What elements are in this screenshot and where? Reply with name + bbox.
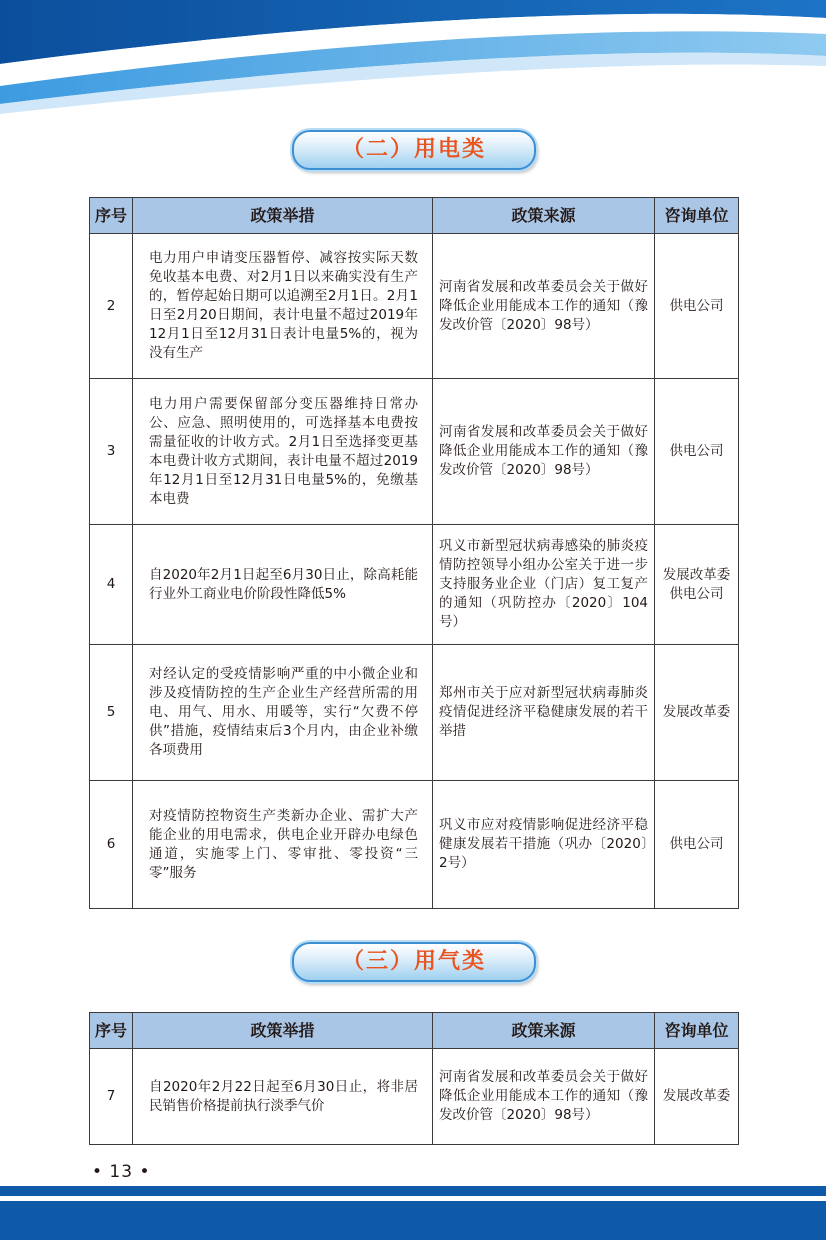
row-measure: 对疫情防控物资生产类新办企业、需扩大产能企业的用电需求，供电企业开辟办电绿色通道，实施零上门、零审批、零投资“三零”服务 — [133, 781, 433, 909]
header-measure: 政策举措 — [133, 1013, 433, 1049]
row-measure: 自2020年2月22日起至6月30日止，将非居民销售价格提前执行淡季气价 — [133, 1049, 433, 1145]
unit-name: 发展改革委 — [662, 566, 731, 583]
row-measure: 电力用户需要保留部分变压器维持日常办公、应急、照明使用的，可选择基本电费按需量征收的计收方式。2月1日至选择变更基本电费计收方式期间，表计电量不超过2019年12月1日至12月31日电量5%的，免缴基本电费 — [133, 379, 433, 525]
header-num: 序号 — [90, 1013, 133, 1049]
row-unit — [655, 1049, 739, 1145]
unit-name: 供电公司 — [669, 297, 724, 314]
row-num: 7 — [90, 1049, 133, 1145]
row-source: 巩义市新型冠状病毒感染的肺炎疫情防控领导小组办公室关于进一步支持服务业企业（门店）复工复产的通知（巩防控办〔2020〕104号） — [433, 525, 655, 645]
unit-name: 供电公司 — [669, 585, 724, 602]
unit-name: 发展改革委 — [662, 704, 731, 720]
row-source: 郑州市关于应对新型冠状病毒肺炎疫情促进经济平稳健康发展的若干举措 — [433, 645, 655, 781]
row-source: 河南省发展和改革委员会关于做好降低企业用能成本工作的通知（豫发改价管〔2020〕98号） — [433, 234, 655, 379]
section-title-electric: （二）用电类 — [292, 130, 536, 170]
header-source: 政策来源 — [433, 1013, 655, 1049]
row-source: 巩义市应对疫情影响促进经济平稳健康发展若干措施（巩办〔2020〕2号） — [433, 781, 655, 909]
row-num: 3 — [90, 379, 133, 525]
table-row — [90, 234, 739, 379]
row-unit — [655, 525, 739, 645]
table-row — [90, 781, 739, 909]
top-wave-decoration — [0, 0, 826, 120]
electric-policy-table — [89, 197, 739, 909]
table-row — [90, 379, 739, 525]
table-row — [90, 1049, 739, 1145]
row-measure: 对经认定的受疫情影响严重的中小微企业和涉及疫情防控的生产企业生产经营所需的用电、用气、用水、用暖等，实行“欠费不停供”措施，疫情结束后3个月内，由企业补缴各项费用 — [133, 645, 433, 781]
row-measure: 电力用户申请变压器暂停、减容按实际天数免收基本电费、对2月1日以来确实没有生产的，暂停起始日期可以追溯至2月1日。2月1日至2月20日期间，表计电量不超过2019年12月1日至12月31日表计电量5%的，视为没有生产 — [133, 234, 433, 379]
row-unit — [655, 781, 739, 909]
row-num: 2 — [90, 234, 133, 379]
header-unit: 咨询单位 — [655, 1013, 739, 1049]
row-num: 6 — [90, 781, 133, 909]
row-unit — [655, 379, 739, 525]
unit-name: 发展改革委 — [662, 1088, 731, 1104]
unit-name: 供电公司 — [669, 443, 724, 459]
header-source: 政策来源 — [433, 198, 655, 234]
row-num: 5 — [90, 645, 133, 781]
table-header-row — [90, 1013, 739, 1049]
row-source: 河南省发展和改革委员会关于做好降低企业用能成本工作的通知（豫发改价管〔2020〕98号） — [433, 1049, 655, 1145]
row-measure: 自2020年2月1日起至6月30日止，除高耗能行业外工商业电价阶段性降低5% — [133, 525, 433, 645]
unit-name: 供电公司 — [669, 836, 724, 852]
row-unit — [655, 234, 739, 379]
gas-policy-table — [89, 1012, 739, 1145]
bottom-band-decoration — [0, 1186, 826, 1240]
table-header-row — [90, 198, 739, 234]
header-num: 序号 — [90, 198, 133, 234]
row-unit — [655, 645, 739, 781]
header-unit: 咨询单位 — [655, 198, 739, 234]
row-num: 4 — [90, 525, 133, 645]
page-number: • 13 • — [92, 1162, 151, 1182]
section-title-gas: （三）用气类 — [292, 942, 536, 982]
header-measure: 政策举措 — [133, 198, 433, 234]
table-row — [90, 645, 739, 781]
row-source: 河南省发展和改革委员会关于做好降低企业用能成本工作的通知（豫发改价管〔2020〕98号） — [433, 379, 655, 525]
table-row — [90, 525, 739, 645]
